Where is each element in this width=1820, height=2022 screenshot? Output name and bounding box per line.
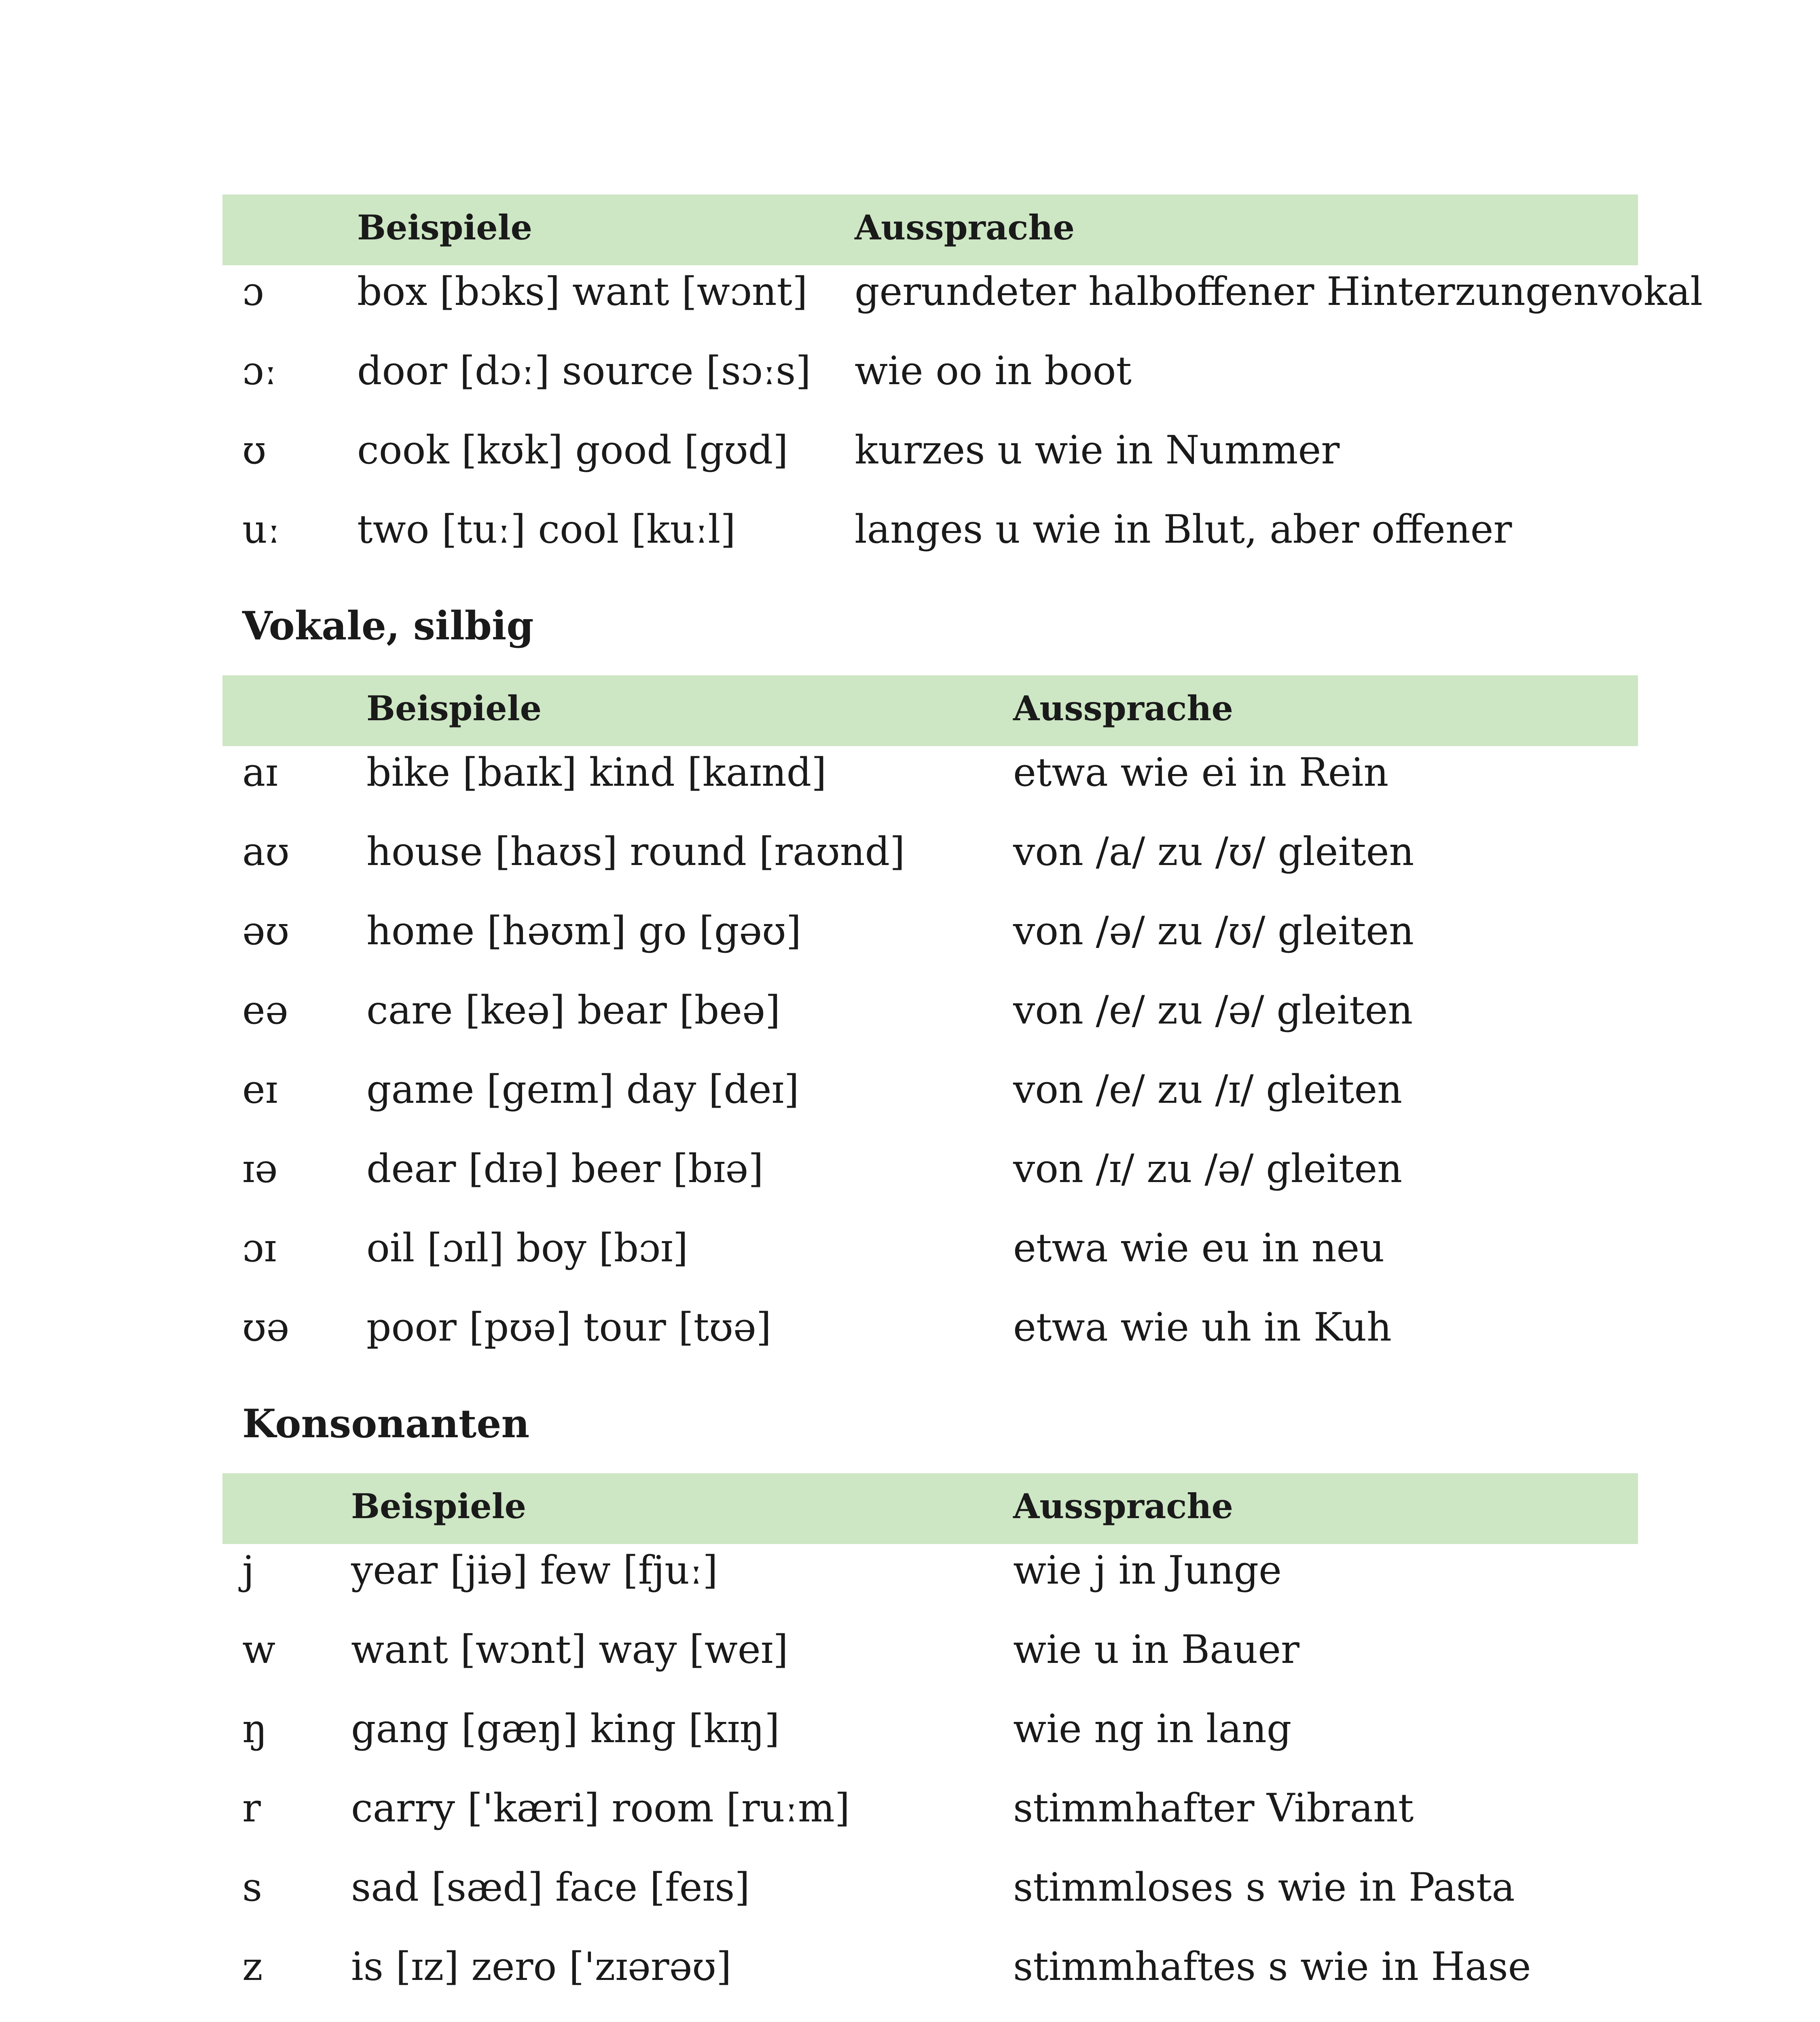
table-row (222, 1623, 1638, 1703)
examples-cell: is [ɪz] zero ['zɪərəʊ] (351, 1944, 732, 1989)
section-heading-vowels-syllabic: Vokale, silbig (242, 603, 534, 649)
examples-cell: box [bɔks] want [wɔnt] (357, 269, 808, 314)
table-header (222, 675, 1638, 746)
header-pronunciation: Aussprache (1013, 1486, 1233, 1526)
table-row (222, 1301, 1638, 1380)
ipa-symbol: j (242, 1548, 254, 1593)
pronunciation-cell: stimmhaftes s wie in Hase (1013, 1944, 1531, 1989)
ipa-symbol: z (242, 1944, 263, 1989)
pronunciation-cell: von /ə/ zu /ʊ/ gleiten (1013, 908, 1414, 954)
ipa-symbol: r (242, 1785, 261, 1831)
examples-cell: home [həʊm] go [gəʊ] (366, 908, 802, 954)
ipa-symbol: eə (242, 988, 288, 1033)
table-row (222, 503, 1638, 582)
table-row (222, 984, 1638, 1063)
pronunciation-table-vowels (222, 195, 1703, 582)
pronunciation-cell: wie u in Bauer (1013, 1627, 1299, 1672)
table-row (222, 424, 1638, 503)
pronunciation-cell: wie oo in boot (855, 348, 1132, 393)
ipa-symbol: w (242, 1627, 276, 1672)
pronunciation-table-diphthongs (222, 675, 1638, 1380)
ipa-symbol: uː (242, 507, 281, 552)
table-row (222, 1940, 1638, 2020)
pronunciation-cell: von /a/ zu /ʊ/ gleiten (1013, 829, 1414, 874)
examples-cell: oil [ɔɪl] boy [bɔɪ] (366, 1225, 688, 1271)
pronunciation-cell: von /ɪ/ zu /ə/ gleiten (1013, 1146, 1403, 1191)
table-row (222, 905, 1638, 984)
section-heading-consonants: Konsonanten (242, 1401, 530, 1447)
table-row (222, 1222, 1638, 1301)
pronunciation-cell: von /e/ zu /ɪ/ gleiten (1013, 1067, 1403, 1112)
ipa-symbol: aɪ (242, 750, 278, 795)
ipa-symbol: ʊ (242, 427, 267, 473)
ipa-symbol: ɪə (242, 1146, 278, 1191)
pronunciation-cell: etwa wie ei in Rein (1013, 750, 1389, 795)
header-pronunciation: Aussprache (855, 207, 1075, 247)
pronunciation-cell: stimmloses s wie in Pasta (1013, 1865, 1515, 1910)
examples-cell: bike [baɪk] kind [kaɪnd] (366, 750, 827, 795)
examples-cell: care [keə] bear [beə] (366, 988, 781, 1033)
ipa-symbol: ɔɪ (242, 1225, 277, 1271)
ipa-symbol: əʊ (242, 908, 290, 954)
ipa-symbol: ɔː (242, 348, 277, 393)
ipa-symbol: s (242, 1865, 262, 1910)
table-row (222, 1544, 1638, 1623)
table-header (222, 1473, 1638, 1544)
ipa-symbol: aʊ (242, 829, 290, 874)
header-examples: Beispiele (366, 688, 542, 728)
pronunciation-cell: etwa wie eu in neu (1013, 1225, 1385, 1271)
examples-cell: want [wɔnt] way [weɪ] (351, 1627, 788, 1672)
examples-cell: game [geɪm] day [deɪ] (366, 1067, 799, 1112)
ipa-symbol: ŋ (242, 1706, 267, 1751)
pronunciation-table-consonants (222, 1473, 1638, 2020)
ipa-symbol: ʊə (242, 1305, 290, 1350)
table-row (222, 345, 1638, 424)
table-row (222, 1782, 1638, 1861)
table-row (222, 1703, 1638, 1782)
pronunciation-cell: langes u wie in Blut, aber offener (855, 507, 1512, 552)
examples-cell: house [haʊs] round [raʊnd] (366, 829, 905, 874)
examples-cell: door [dɔː] source [sɔːs] (357, 348, 811, 393)
examples-cell: year [jiə] few [fjuː] (351, 1548, 718, 1593)
ipa-symbol: ɔ (242, 269, 264, 314)
table-row (222, 1861, 1638, 1940)
header-examples: Beispiele (351, 1486, 527, 1526)
pronunciation-cell: wie ng in lang (1013, 1706, 1292, 1751)
examples-cell: dear [dɪə] beer [bɪə] (366, 1146, 764, 1191)
ipa-symbol: eɪ (242, 1067, 278, 1112)
pronunciation-cell: stimmhafter Vibrant (1013, 1785, 1414, 1831)
examples-cell: carry ['kæri] room [ruːm] (351, 1785, 850, 1831)
table-row (222, 1063, 1638, 1142)
header-examples: Beispiele (357, 207, 533, 247)
pronunciation-cell: kurzes u wie in Nummer (855, 427, 1340, 473)
header-pronunciation: Aussprache (1013, 688, 1233, 728)
pronunciation-cell: etwa wie uh in Kuh (1013, 1305, 1392, 1350)
examples-cell: cook [kʊk] good [gʊd] (357, 427, 788, 473)
pronunciation-cell: gerundeter halboffener Hinterzungenvokal (855, 269, 1703, 314)
examples-cell: two [tuː] cool [kuːl] (357, 507, 736, 552)
examples-cell: poor [pʊə] tour [tʊə] (366, 1305, 772, 1350)
examples-cell: sad [sæd] face [feɪs] (351, 1865, 750, 1910)
pronunciation-cell: von /e/ zu /ə/ gleiten (1013, 988, 1413, 1033)
table-row (222, 746, 1638, 825)
pronunciation-cell: wie j in Junge (1013, 1548, 1282, 1593)
table-header (222, 195, 1638, 265)
table-row (222, 1142, 1638, 1222)
table-row (222, 265, 1703, 345)
table-row (222, 825, 1638, 905)
examples-cell: gang [gæŋ] king [kɪŋ] (351, 1706, 780, 1751)
